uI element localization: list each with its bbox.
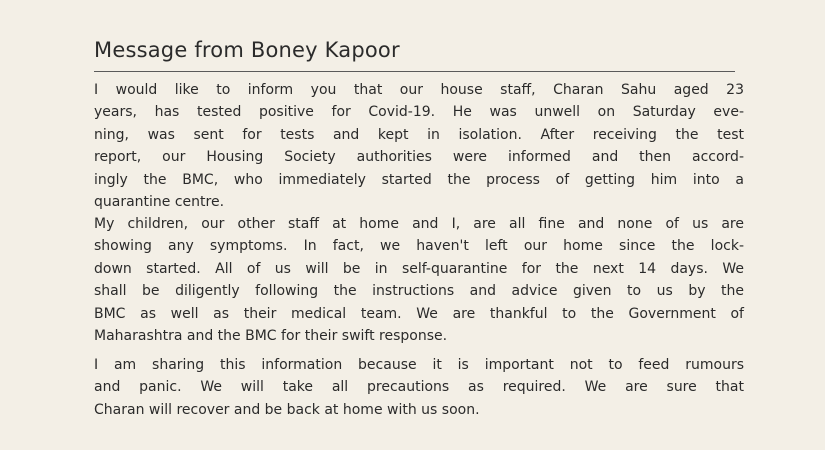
text-line: report, our Housing Society authorities were informed and then accord-	[94, 149, 744, 166]
text-line: Charan will recover and be back at home with us soon.	[94, 401, 480, 418]
paragraph-staff-tested-positive	[94, 79, 744, 213]
text-line: My children, our other staff at home and I, are all fine and none of us are	[94, 216, 744, 232]
text-line: ning, was sent for tests and kept in isolation. After receiving the test	[94, 126, 744, 143]
paragraph-family-status	[94, 213, 744, 347]
text-line: down started. All of us will be in self-quarantine for the next 14 days. We	[94, 260, 744, 277]
text-line: BMC as well as their medical team. We are thankful to the Government of	[94, 305, 744, 322]
message-title: Message from Boney Kapoor	[94, 38, 400, 62]
text-line: I am sharing this information because it is important not to feed rumours	[94, 357, 744, 373]
text-line: showing any symptoms. In fact, we haven't left our home since the lock-	[94, 238, 744, 255]
text-line: and panic. We will take all precautions as required. We are sure that	[94, 379, 744, 396]
text-line: shall be diligently following the instructions and advice given to us by the	[94, 283, 744, 300]
title-divider	[94, 71, 735, 72]
text-line: ingly the BMC, who immediately started the process of getting him into a	[94, 171, 744, 188]
text-line: Maharashtra and the BMC for their swift response.	[94, 328, 448, 345]
text-line: years, has tested positive for Covid-19. He was unwell on Saturday eve-	[94, 104, 744, 121]
paragraph-closing-note	[94, 354, 744, 421]
text-line: quarantine centre.	[94, 194, 225, 211]
text-line: I would like to inform you that our house staff, Charan Sahu aged 23	[94, 82, 744, 98]
